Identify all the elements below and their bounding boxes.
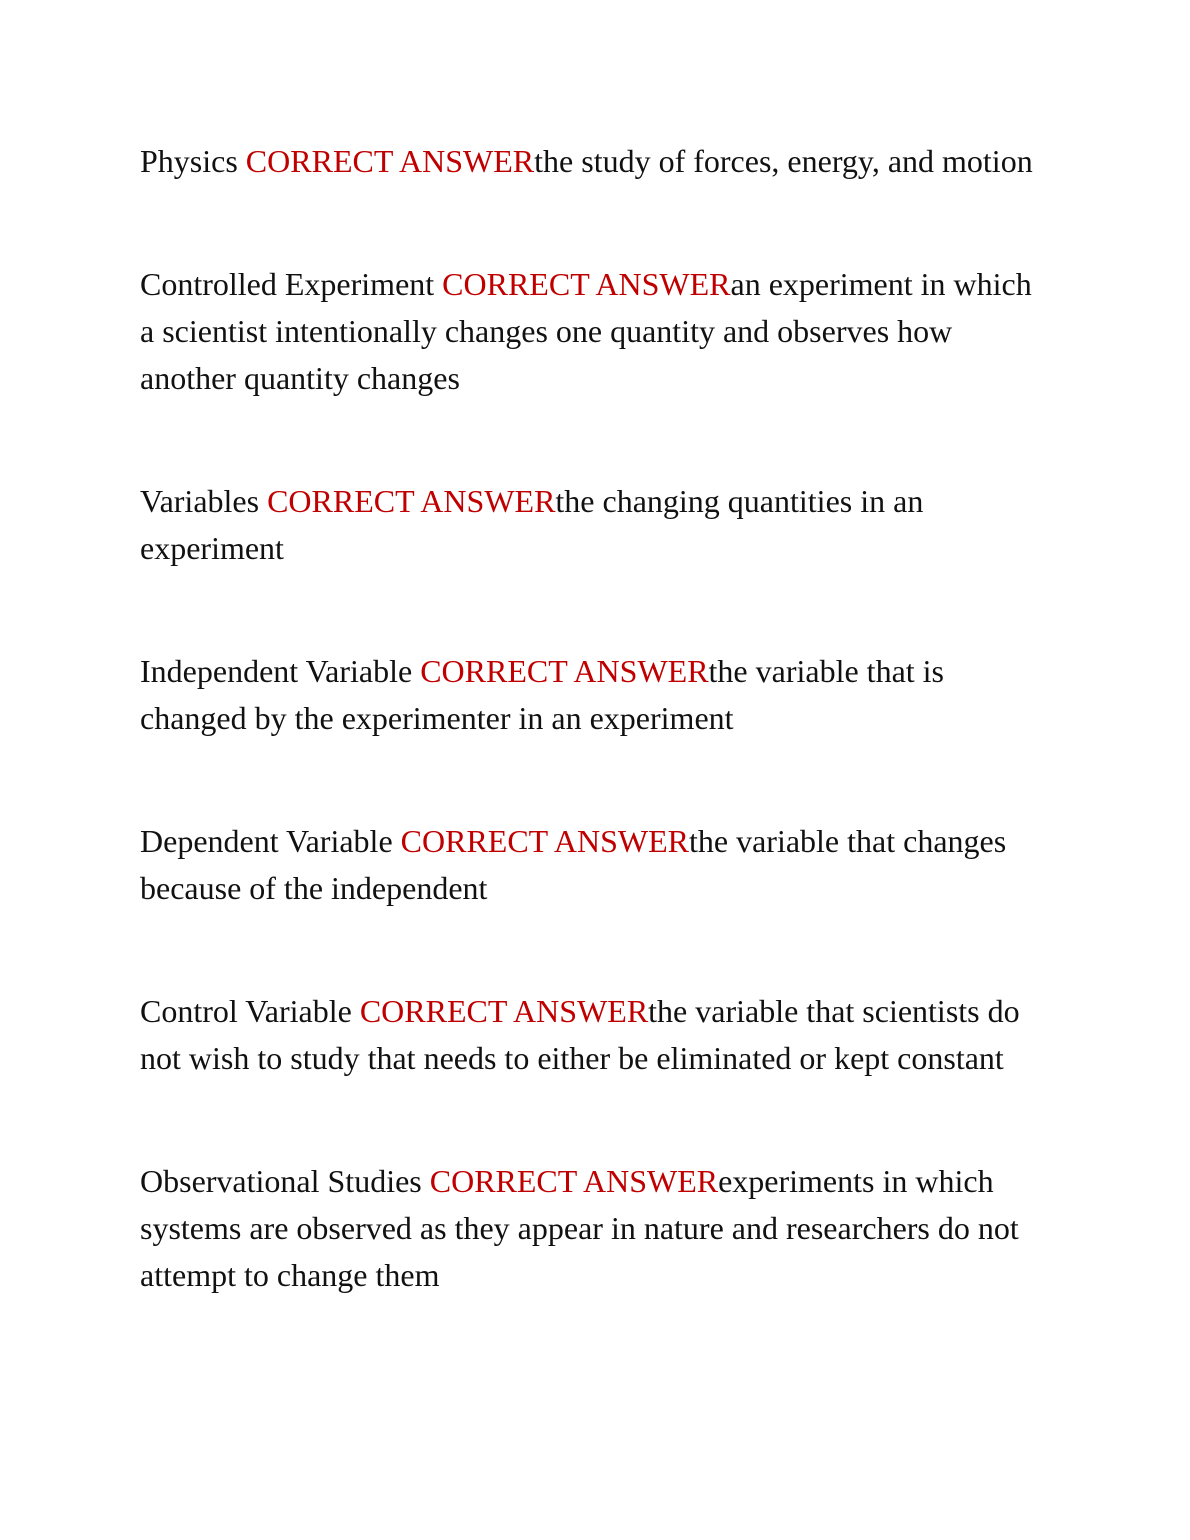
- entry-term: Independent Variable: [140, 653, 413, 689]
- flashcard-entry: [140, 818, 1050, 912]
- entry-definition: the variable that is changed by the experimenter in an experiment: [140, 653, 944, 736]
- entry-term: Controlled Experiment: [140, 266, 435, 302]
- correct-answer-marker: CORRECT ANSWER: [442, 266, 731, 302]
- entry-definition: experiments in which systems are observed as they appear in nature and researchers do not attempt to change them: [140, 1163, 1019, 1293]
- flashcard-entry: [140, 261, 1050, 402]
- entry-definition: the variable that changes because of the independent: [140, 823, 1007, 906]
- entry-definition: the study of forces, energy, and motion: [534, 143, 1033, 179]
- correct-answer-marker: CORRECT ANSWER: [359, 993, 649, 1029]
- entry-definition: an experiment in which a scientist intentionally changes one quantity and observes how another quantity changes: [140, 266, 1032, 396]
- correct-answer-marker: CORRECT ANSWER: [245, 143, 535, 179]
- entry-term: Dependent Variable: [140, 823, 393, 859]
- entry-term: Observational Studies: [140, 1163, 422, 1199]
- entry-definition: the changing quantities in an experiment: [140, 483, 924, 566]
- flashcard-entry: [140, 478, 1050, 572]
- entry-term: Physics: [140, 143, 238, 179]
- entry-term: Control Variable: [140, 993, 352, 1029]
- correct-answer-marker: CORRECT ANSWER: [267, 483, 556, 519]
- document-page: [140, 138, 1050, 1375]
- entry-term: Variables: [140, 483, 260, 519]
- correct-answer-marker: CORRECT ANSWER: [429, 1163, 719, 1199]
- flashcard-entry: [140, 1158, 1050, 1299]
- entry-definition: the variable that scientists do not wish to study that needs to either be eliminated or kept constant: [140, 993, 1020, 1076]
- flashcard-entry: [140, 648, 1050, 742]
- correct-answer-marker: CORRECT ANSWER: [420, 653, 709, 689]
- flashcard-entry: [140, 988, 1050, 1082]
- correct-answer-marker: CORRECT ANSWER: [400, 823, 689, 859]
- flashcard-entry: [140, 138, 1050, 185]
